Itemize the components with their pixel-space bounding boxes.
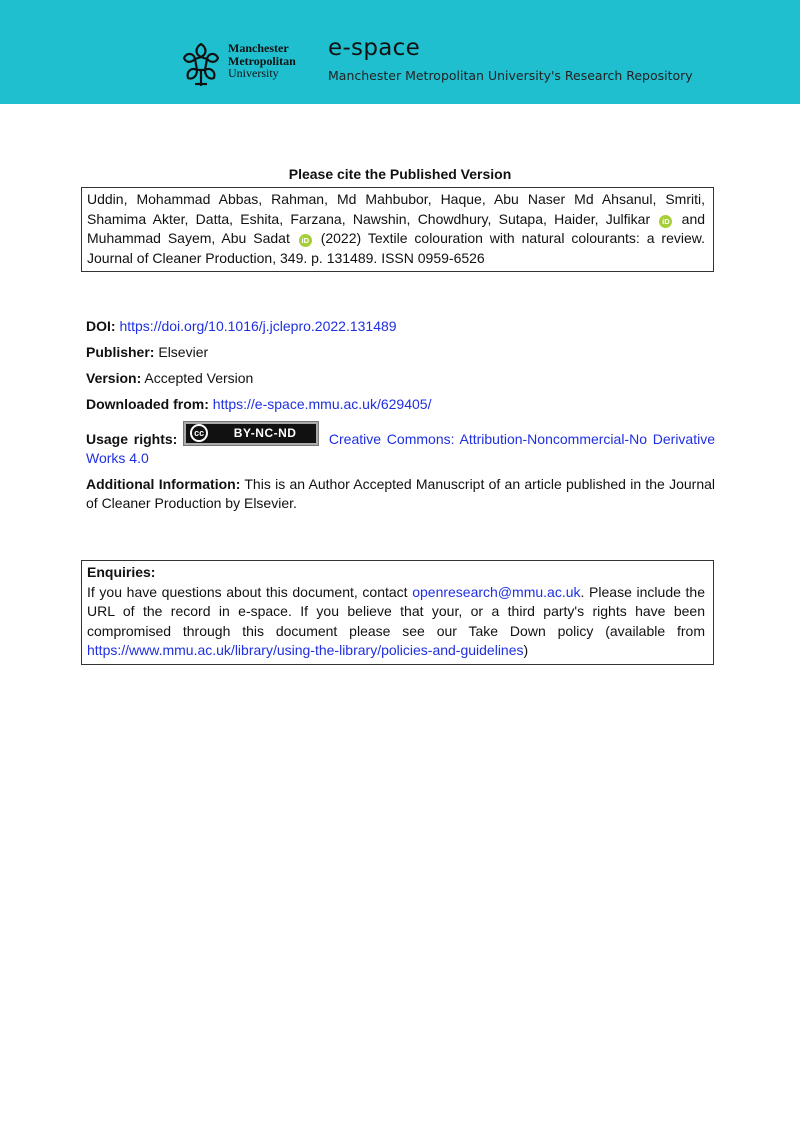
university-name-line3: University bbox=[228, 66, 279, 80]
version-value: Accepted Version bbox=[144, 370, 254, 386]
policy-link[interactable]: https://www.mmu.ac.uk/library/using-the-library/policies-and-guidelines bbox=[87, 642, 524, 658]
version-row bbox=[86, 369, 715, 388]
repository-subtitle: Manchester Metropolitan University's Research Repository bbox=[328, 68, 693, 83]
publisher-value: Elsevier bbox=[158, 344, 209, 360]
citation-authors: Uddin, Mohammad Abbas, Rahman, Md Mahbubor, Haque, Abu Naser Md Ahsanul, Smriti, Shamima Akter, Datta, Eshita, Farzana, Nawshin, Chowdhury, Sutapa, Haider, Julfikar bbox=[87, 191, 705, 227]
university-name-line1: Manchester bbox=[228, 41, 289, 55]
enquiries-box bbox=[81, 560, 714, 665]
orcid-icon[interactable]: iD bbox=[299, 234, 312, 247]
additional-value: This is an Author Accepted Manuscript of an article published in the Journal of Cleaner Production by Elsevier. bbox=[86, 476, 716, 511]
enquiries-text-cont: . Please include the URL of the record in e-space. If you believe that your, or a third party's rights have been compromised through this document please see our Take Down policy (available from bbox=[87, 583, 706, 639]
orcid-icon[interactable]: iD bbox=[659, 215, 672, 228]
university-name-line2: Metropolitan bbox=[228, 53, 296, 68]
cc-license-badge[interactable] bbox=[183, 421, 319, 446]
citation-box bbox=[81, 187, 714, 272]
enquiries-heading: Enquiries: bbox=[87, 564, 156, 580]
repository-title: e-space bbox=[328, 35, 421, 61]
doi-row bbox=[86, 317, 715, 336]
downloaded-link[interactable]: https://e-space.mmu.ac.uk/629405/ bbox=[212, 396, 432, 412]
downloaded-row bbox=[86, 395, 715, 414]
publisher-label: Publisher: bbox=[86, 344, 155, 360]
university-logo-icon bbox=[178, 40, 224, 88]
additional-info-row bbox=[86, 475, 715, 513]
cite-heading: Please cite the Published Version bbox=[288, 166, 512, 182]
email-link[interactable]: openresearch@mmu.ac.uk bbox=[412, 583, 581, 600]
header-banner bbox=[0, 0, 800, 104]
license-link[interactable]: Creative Commons: Attribution-Noncommercial-No Derivative Works 4.0 bbox=[86, 431, 716, 466]
usage-label: Usage rights: bbox=[86, 431, 178, 447]
additional-label: Additional Information: bbox=[86, 476, 241, 492]
citation-authors-cont: and Muhammad Sayem, Abu Sadat bbox=[87, 210, 706, 246]
version-label: Version: bbox=[86, 370, 142, 386]
cc-icon: cc bbox=[190, 424, 208, 442]
doi-link[interactable]: https://doi.org/10.1016/j.jclepro.2022.131489 bbox=[119, 318, 397, 334]
citation-details: (2022) Textile colouration with natural colourants: a review. Journal of Cleaner Production, 349. p. 131489. ISSN 0959-6526 bbox=[87, 230, 706, 266]
university-name bbox=[228, 42, 296, 80]
publisher-row bbox=[86, 343, 715, 362]
downloaded-label: Downloaded from: bbox=[86, 396, 209, 412]
doi-label: DOI: bbox=[86, 318, 116, 334]
enquiries-text: If you have questions about this document, contact bbox=[87, 583, 408, 600]
usage-rights-row bbox=[86, 421, 715, 468]
enquiries-text-end: ) bbox=[523, 642, 529, 658]
cc-badge-terms: BY-NC-ND bbox=[218, 425, 312, 441]
